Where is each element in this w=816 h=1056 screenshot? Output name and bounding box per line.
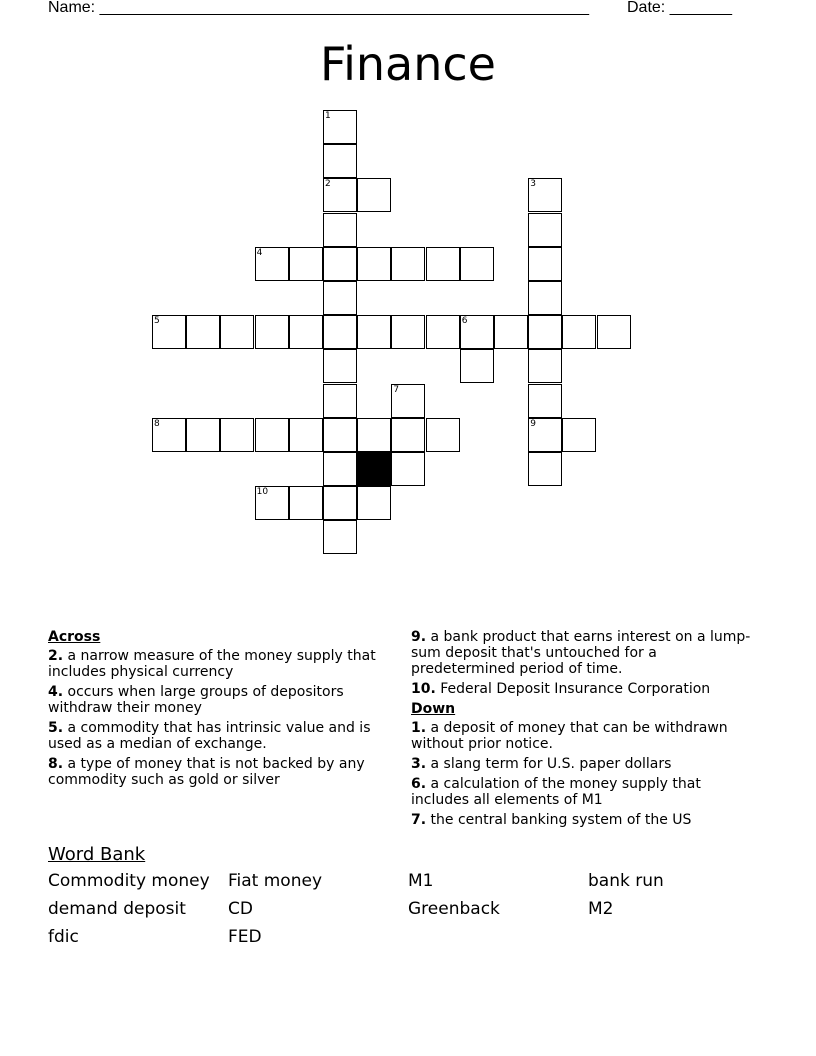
crossword-cell[interactable] — [528, 315, 562, 349]
word-bank-list — [48, 871, 768, 961]
clue-text: a narrow measure of the money supply that includes physical currency — [48, 648, 376, 680]
clue-text: a calculation of the money supply that includes all elements of M1 — [411, 776, 701, 808]
clue-text: a commodity that has intrinsic value and is used as a median of exchange. — [48, 720, 371, 752]
word-bank-item: M1 — [408, 871, 434, 891]
cell-number: 5 — [154, 316, 160, 327]
clue-down-1 — [411, 720, 761, 752]
crossword-cell[interactable] — [391, 247, 425, 281]
crossword-cell[interactable] — [289, 418, 323, 452]
crossword-cell[interactable] — [528, 281, 562, 315]
crossword-cell[interactable] — [220, 315, 254, 349]
crossword-cell[interactable] — [391, 418, 425, 452]
crossword-cell[interactable] — [494, 315, 528, 349]
clue-text: a slang term for U.S. paper dollars — [430, 756, 672, 772]
crossword-cell[interactable] — [323, 281, 357, 315]
clue-down-3 — [411, 756, 761, 772]
word-bank-item: Greenback — [408, 899, 500, 919]
clue-across-10 — [411, 681, 761, 697]
clue-text: Federal Deposit Insurance Corporation — [440, 681, 711, 697]
word-bank — [48, 844, 768, 961]
clue-across-9 — [411, 629, 761, 677]
clues-right-column — [411, 629, 761, 832]
crossword-cell[interactable] — [323, 213, 357, 247]
word-bank-title: Word Bank — [48, 844, 146, 865]
cell-number: 6 — [461, 316, 468, 327]
crossword-cell[interactable] — [323, 144, 357, 178]
clue-number: 3. — [411, 756, 427, 772]
cell-number: 9 — [530, 418, 536, 429]
crossword-cell[interactable] — [357, 247, 391, 281]
clue-down-6 — [411, 776, 761, 808]
cell-number: 8 — [154, 418, 160, 429]
word-bank-item: FED — [228, 927, 262, 947]
clue-text: a bank product that earns interest on a lump-sum deposit that's untouched for a predetermined period of time. — [411, 629, 751, 677]
clue-number: 5. — [48, 720, 64, 736]
clue-number: 1. — [411, 720, 427, 736]
clue-text: the central banking system of the US — [430, 812, 692, 828]
word-bank-item: fdic — [48, 927, 79, 947]
crossword-cell[interactable] — [323, 315, 357, 349]
crossword-cell[interactable] — [289, 486, 323, 520]
clue-text: occurs when large groups of depositors withdraw their money — [48, 684, 344, 716]
crossword-cell[interactable] — [255, 486, 289, 520]
clues-left-column — [48, 629, 393, 792]
crossword-cell[interactable] — [528, 384, 562, 418]
crossword-cell[interactable] — [528, 452, 562, 486]
clue-number: 2. — [48, 648, 64, 664]
crossword-cell[interactable] — [597, 315, 631, 349]
word-bank-item: M2 — [588, 899, 614, 919]
crossword-cell[interactable] — [528, 349, 562, 383]
clue-number: 8. — [48, 756, 64, 772]
cell-number: 3 — [530, 179, 536, 190]
word-bank-item: Fiat money — [228, 871, 323, 891]
crossword-cell[interactable] — [323, 486, 357, 520]
clue-text: a deposit of money that can be withdrawn without prior notice. — [411, 720, 728, 752]
clue-across-4 — [48, 684, 393, 716]
crossword-cell[interactable] — [528, 247, 562, 281]
crossword-cell[interactable] — [357, 486, 391, 520]
down-heading: Down — [411, 701, 456, 717]
crossword-cell[interactable] — [152, 315, 186, 349]
clue-text: a type of money that is not backed by any commodity such as gold or silver — [48, 756, 365, 788]
crossword-cell[interactable] — [528, 213, 562, 247]
crossword-cell[interactable] — [323, 418, 357, 452]
crossword-cell[interactable] — [152, 418, 186, 452]
crossword-cell[interactable] — [323, 110, 357, 144]
clue-down-7 — [411, 812, 761, 828]
clue-across-5 — [48, 720, 393, 752]
crossword-cell[interactable] — [528, 178, 562, 212]
cell-number: 4 — [256, 247, 263, 258]
crossword-cell[interactable] — [528, 418, 562, 452]
word-bank-item: Commodity money — [48, 871, 210, 891]
word-bank-item: bank run — [588, 871, 664, 891]
crossword-cell[interactable] — [323, 349, 357, 383]
crossword-cell[interactable] — [391, 452, 425, 486]
crossword-cell[interactable] — [357, 178, 391, 212]
crossword-cell[interactable] — [426, 247, 460, 281]
crossword-cell[interactable] — [255, 418, 289, 452]
crossword-cell[interactable] — [255, 315, 289, 349]
date-field[interactable]: Date: _______ — [627, 0, 732, 16]
crossword-cell[interactable] — [289, 247, 323, 281]
clue-number: 4. — [48, 684, 64, 700]
crossword-cell[interactable] — [323, 384, 357, 418]
cell-number: 10 — [256, 487, 269, 498]
crossword-cell[interactable] — [357, 315, 391, 349]
page-title: Finance — [320, 37, 496, 91]
clue-across-8 — [48, 756, 393, 788]
crossword-cell[interactable] — [460, 247, 494, 281]
crossword-cell[interactable] — [323, 452, 357, 486]
clue-number: 9. — [411, 629, 427, 645]
word-bank-item: CD — [228, 899, 253, 919]
word-bank-item: demand deposit — [48, 899, 186, 919]
crossword-cell[interactable] — [460, 349, 494, 383]
clue-number: 7. — [411, 812, 427, 828]
crossword-cell[interactable] — [562, 315, 596, 349]
crossword-cell[interactable] — [186, 418, 220, 452]
crossword-cell[interactable] — [323, 178, 357, 212]
clue-number: 10. — [411, 681, 436, 697]
crossword-cell[interactable] — [562, 418, 596, 452]
across-heading: Across — [48, 629, 101, 645]
clue-across-2 — [48, 648, 393, 680]
crossword-cell[interactable] — [357, 418, 391, 452]
crossword-cell[interactable] — [460, 315, 494, 349]
crossword-cell[interactable] — [426, 315, 460, 349]
crossword-black-cell — [357, 452, 391, 486]
crossword-cell[interactable] — [289, 315, 323, 349]
crossword-cell[interactable] — [391, 315, 425, 349]
crossword-cell[interactable] — [426, 418, 460, 452]
cell-number: 7 — [393, 384, 400, 395]
clue-number: 6. — [411, 776, 427, 792]
cell-number: 2 — [325, 179, 331, 190]
crossword-cell[interactable] — [323, 520, 357, 554]
name-field[interactable]: Name: _______________________________________________________ — [48, 0, 589, 16]
cell-number: 1 — [325, 111, 331, 121]
crossword-cell[interactable] — [323, 247, 357, 281]
crossword-cell[interactable] — [391, 384, 425, 418]
crossword-cell[interactable] — [255, 247, 289, 281]
crossword-cell[interactable] — [220, 418, 254, 452]
crossword-cell[interactable] — [186, 315, 220, 349]
